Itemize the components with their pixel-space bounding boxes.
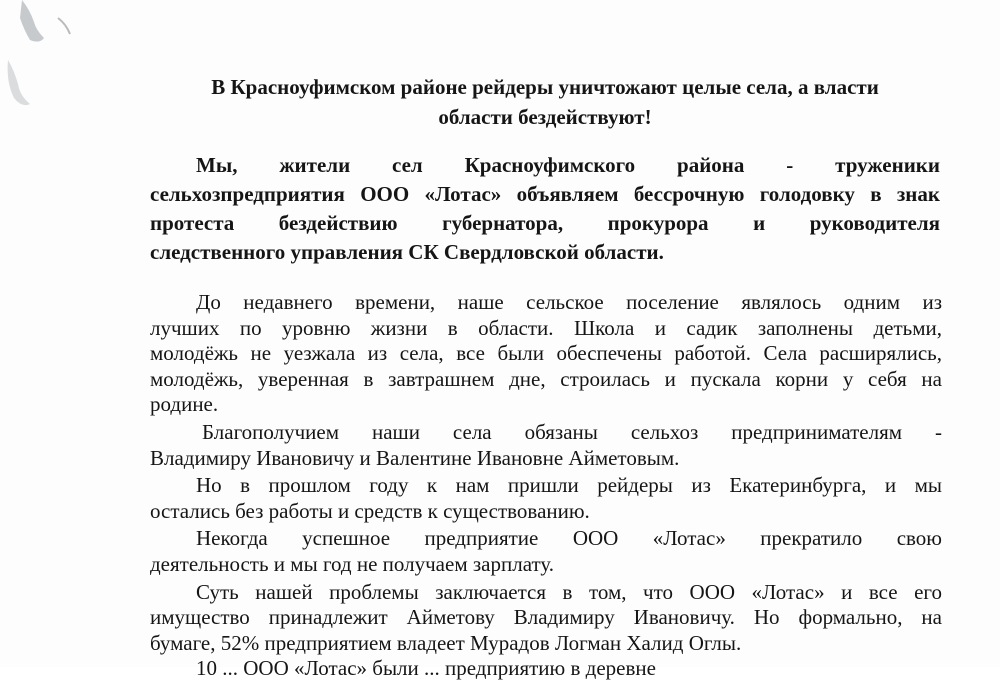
document-body (150, 290, 942, 684)
text-line: деятельность и мы год не получаем зарплату. (150, 551, 555, 576)
paragraph-5 (150, 580, 942, 682)
text-line: До недавнего времени, наше сельское поселение являлось одним из (196, 290, 942, 314)
text-line: лучших по уровню жизни в области. Школа и садик заполнены детьми, (150, 315, 942, 340)
paragraph-1 (150, 290, 942, 418)
appeal-line: Мы, жители сел Красноуфимского района - труженики (196, 153, 940, 177)
text-line: Но в прошлом году к нам пришли рейдеры из Екатеринбурга, и мы (196, 473, 942, 498)
text-line: бумаге, 52% предприятием владеет Мурадов Логман Халид Оглы. (150, 630, 742, 655)
paragraph-2 (150, 420, 942, 471)
text-line: Владимиру Ивановичу и Валентине Ивановне Айметовым. (150, 445, 680, 470)
text-line: молодёжь не уезжала из села, все были обеспечены работой. Села расширялись, (150, 341, 942, 366)
text-line: молодёжь, уверенная в завтрашнем дне, строилась и пускала корни у себя на (150, 366, 942, 391)
text-line-cut-off: 10 ... ООО «Лотас» были ... предприятию в деревне (196, 656, 656, 681)
paragraph-4 (150, 526, 942, 577)
page-title (150, 72, 940, 132)
paragraph-3 (150, 473, 942, 524)
appeal-line: сельхозпредприятия ООО «Лотас» объявляем бессрочную голодовку в знак (150, 182, 940, 206)
text-line: Некогда успешное предприятие ООО «Лотас» прекратило свою (196, 526, 942, 551)
title-line-2: области бездействуют! (438, 105, 652, 129)
text-line: имущество принадлежит Айметову Владимиру Ивановичу. Но формально, на (150, 605, 942, 630)
text-line: Суть нашей проблемы заключается в том, что ООО «Лотас» и все его (196, 579, 942, 604)
scan-smudge (0, 0, 80, 110)
title-line-1: В Красноуфимском районе рейдеры уничтожают целые села, а власти (211, 75, 879, 99)
appeal-line: протеста бездействию губернатора, прокурора и руководителя (150, 211, 940, 235)
text-line: родине. (150, 392, 219, 417)
text-line: остались без работы и средств к существованию. (150, 498, 590, 523)
appeal-statement (150, 151, 940, 267)
appeal-line: следственного управления СК Свердловской области. (150, 240, 664, 264)
text-line: Благополучием наши села обязаны сельхоз предпринимателям - (202, 419, 942, 444)
